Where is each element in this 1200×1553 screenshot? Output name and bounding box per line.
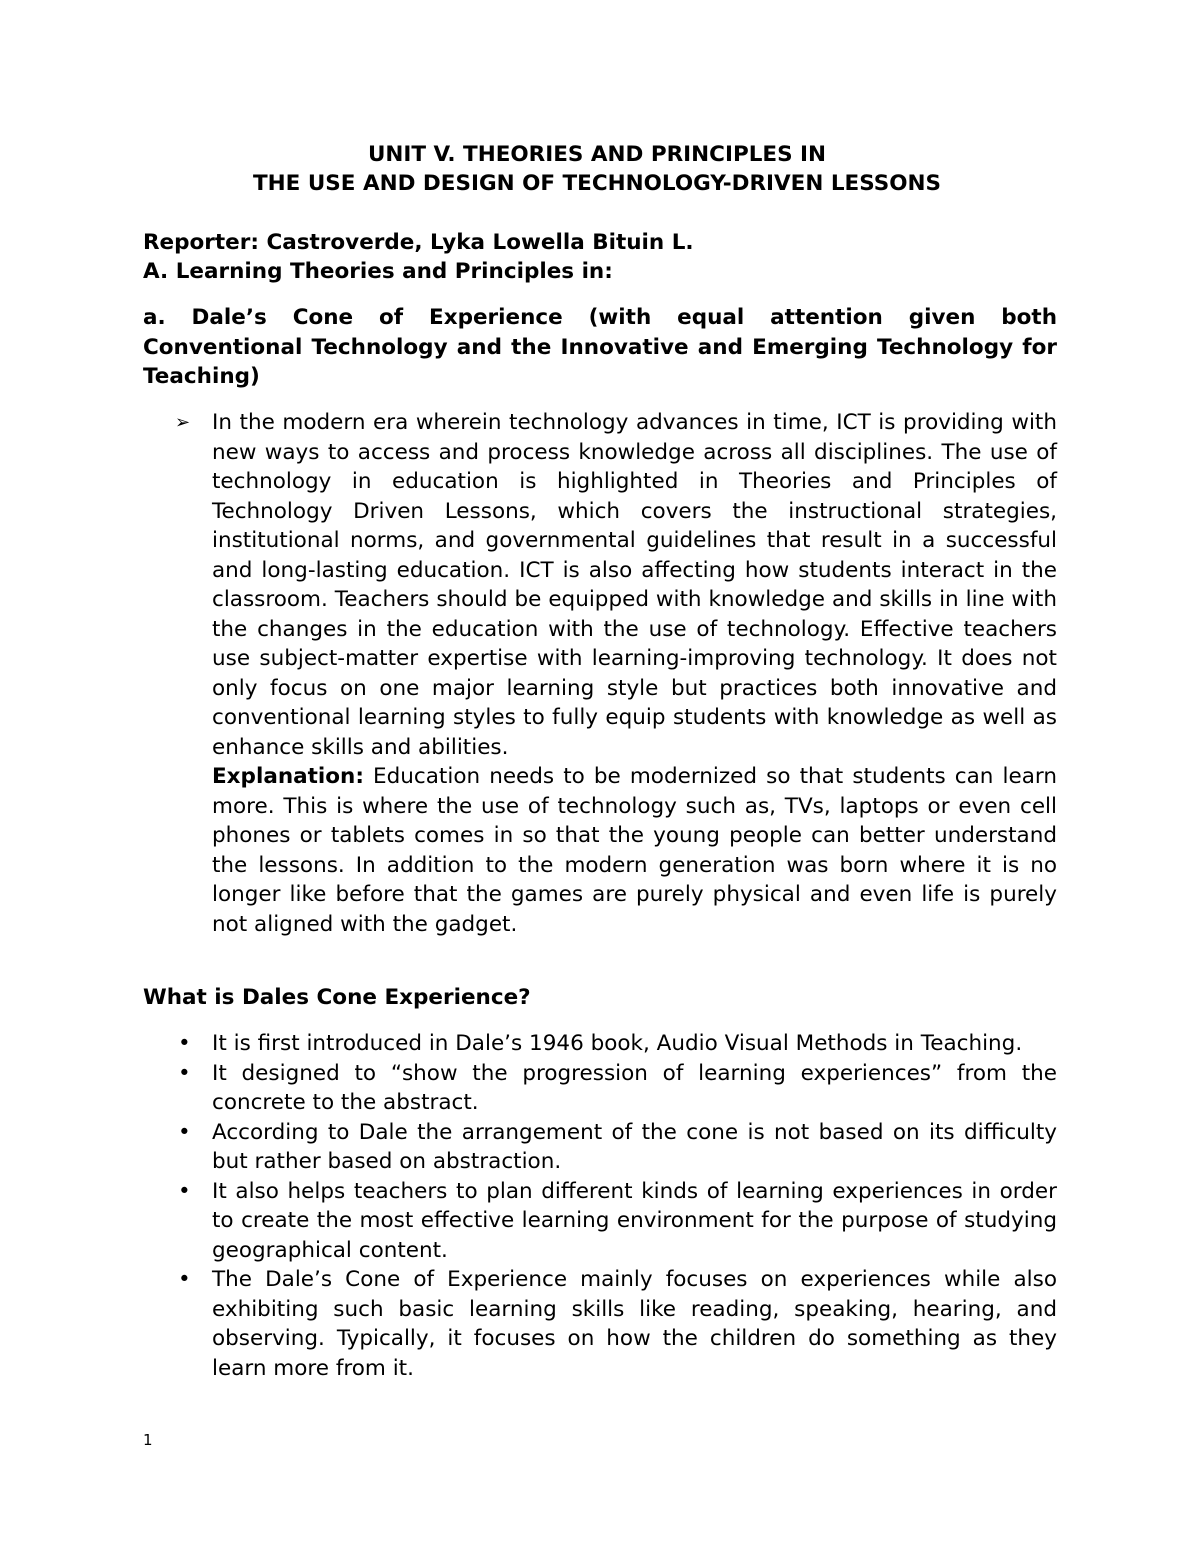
reporter-line: Reporter: Castroverde, Lyka Lowella Bituin L.	[143, 230, 694, 255]
bullet-icon: •	[178, 1267, 191, 1292]
question-heading: What is Dales Cone Experience?	[143, 985, 531, 1010]
list-item-text: It also helps teachers to plan different kinds of learning experiences in order to create the most effective learning environment for the purpose of studying geographical content.	[212, 1178, 1057, 1263]
list-item-text: The Dale’s Cone of Experience mainly focuses on experiences while also exhibiting such basic learning skills like reading, speaking, hearing, and observing. Typically, it focuses on how the children do something as they learn more from it.	[212, 1267, 1057, 1381]
explanation-label: Explanation:	[212, 764, 364, 789]
bullet-icon: •	[178, 1119, 191, 1145]
page-number: 1	[143, 1431, 153, 1449]
list-item	[178, 1118, 1057, 1177]
list-item	[178, 1059, 1057, 1118]
section-heading: A. Learning Theories and Principles in:	[143, 259, 613, 284]
arrow-bullet-icon: ➢	[175, 412, 191, 433]
arrow-paragraph	[175, 408, 1057, 939]
list-item-text: It is first introduced in Dale’s 1946 book, Audio Visual Methods in Teaching.	[212, 1031, 1023, 1056]
subsection-heading: a. Dale’s Cone of Experience (with equal attention given both Conventional Technology and the Innovative and Emerging Technology for Teaching)	[143, 305, 1057, 389]
list-item	[178, 1177, 1057, 1266]
explanation-paragraph	[212, 762, 1057, 939]
document-title-line-2: THE USE AND DESIGN OF TECHNOLOGY-DRIVEN LESSONS	[253, 171, 941, 196]
document-title-line-1: UNIT V. THEORIES AND PRINCIPLES IN	[367, 142, 827, 167]
bullet-icon: •	[178, 1178, 191, 1204]
explanation-text: Education needs to be modernized so that students can learn more. This is where the use of technology such as, TVs, laptops or even cell phones or tablets comes in so that the young people can better understand the lessons. In addition to the modern generation was born where it is no longer like before that the games are purely physical and even life is purely not aligned with the gadget.	[212, 764, 1057, 937]
paragraph-text: In the modern era wherein technology advances in time, ICT is providing with new ways to access and process knowledge across all disciplines. The use of technology in education is highlighted in Theories and Principles of Technology Driven Lessons, which covers the instructional strategies, institutional norms, and governmental guidelines that result in a successful and long-lasting education. ICT is also affecting how students interact in the classroom. Teachers should be equipped with knowledge and skills in line with the changes in the education with the use of technology. Effective teachers use subject-matter expertise with learning-improving technology. It does not only focus on one major learning style but practices both innovative and conventional learning styles to fully equip students with knowledge as well as enhance skills and abilities.	[212, 410, 1057, 760]
list-item-text: According to Dale the arrangement of the cone is not based on its difficulty but rather based on abstraction.	[212, 1119, 1057, 1174]
bullet-icon: •	[178, 1060, 191, 1086]
bullet-icon: •	[178, 1031, 191, 1056]
list-item	[178, 1265, 1057, 1383]
list-item-text: It designed to “show the progression of learning experiences” from the concrete to the abstract.	[212, 1060, 1057, 1115]
list-item	[178, 1029, 1057, 1059]
bullet-list	[178, 1029, 1057, 1383]
